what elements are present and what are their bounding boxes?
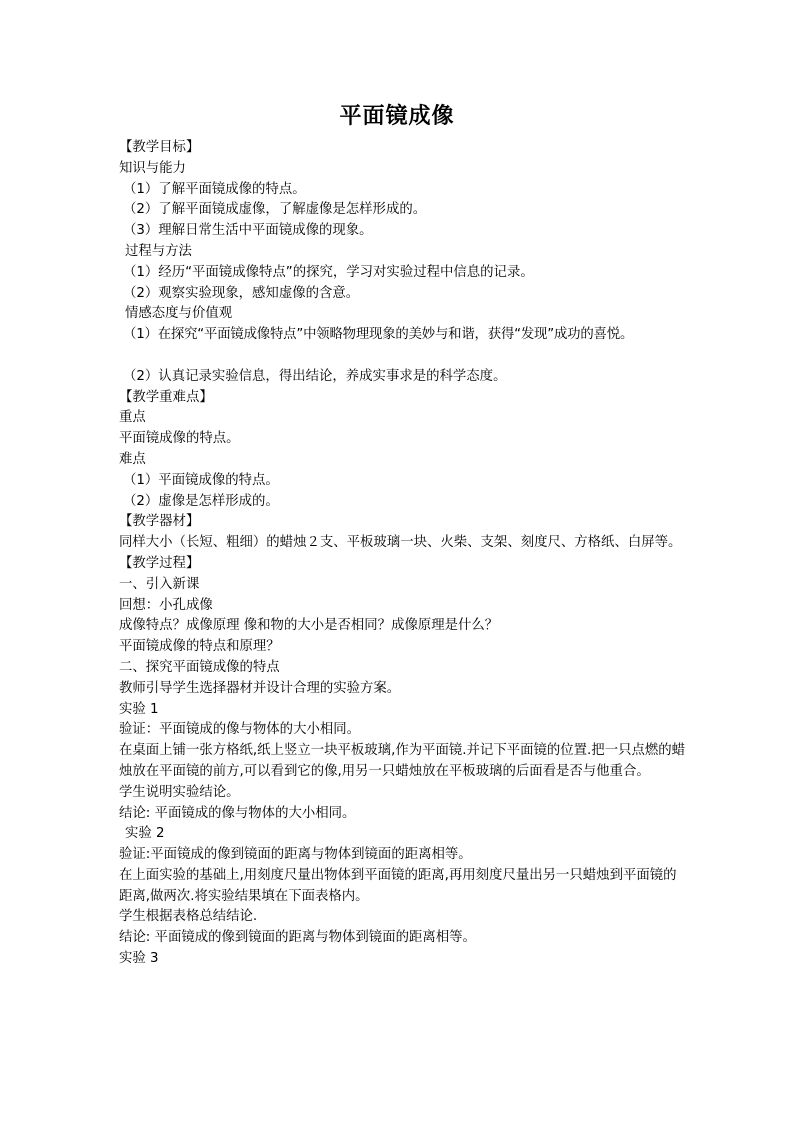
list-item: （1）经历“平面镜成像特点”的探究，学习对实验过程中信息的记录。 <box>123 264 534 280</box>
list-item: （3）理解日常生活中平面镜成像的现象。 <box>123 223 373 239</box>
document-title: 平面镜成像 <box>339 104 455 129</box>
list-item: （2）虚像是怎样形成的。 <box>123 493 279 509</box>
paragraph: 验证：平面镜成的像与物体的大小相同。 <box>119 722 361 738</box>
experiment-label: 实验 3 <box>119 951 159 967</box>
subheading-attitude: 情感态度与价值观 <box>125 306 233 322</box>
paragraph: 成像特点？成像原理 像和物的大小是否相同？成像原理是什么？ <box>119 618 499 634</box>
subheading-difficulty: 难点 <box>119 451 146 467</box>
subheading-process: 过程与方法 <box>125 243 192 259</box>
paragraph: 结论: 平面镜成的像到镜面的距离与物体到镜面的距离相等。 <box>119 930 476 946</box>
experiment-label: 实验 2 <box>125 826 165 842</box>
paragraph: 结论: 平面镜成的像与物体的大小相同。 <box>119 805 356 821</box>
section-heading-equipment: 【教学器材】 <box>119 514 200 530</box>
subheading-intro: 一、引入新课 <box>119 576 200 592</box>
list-item: （2）观察实验现象，感知虚像的含意。 <box>123 285 360 301</box>
subheading-key: 重点 <box>119 410 146 426</box>
paragraph: 回想：小孔成像 <box>119 597 213 613</box>
paragraph: 验证:平面镜成的像到镜面的距离与物体到镜面的距离相等。 <box>119 847 472 863</box>
list-item: （2）了解平面镜成虚像，了解虚像是怎样形成的。 <box>123 202 427 218</box>
paragraph: 在上面实验的基础上,用刻度尺量出物体到平面镜的距离,再用刻度尺量出另一只蜡烛到平面镜的距离,做两次.将实验结果填在下面表格内。 <box>119 867 677 904</box>
subheading-knowledge: 知识与能力 <box>119 160 186 176</box>
paragraph: 学生根据表格总结结论. <box>119 909 258 925</box>
blank-line <box>119 346 687 367</box>
paragraph: 平面镜成像的特点和原理？ <box>119 639 280 655</box>
document-body <box>119 138 687 970</box>
paragraph: 在桌面上铺一张方格纸,纸上竖立一块平板玻璃,作为平面镜.并记下平面镜的位置.把一只点燃的蜡烛放在平面镜的前方,可以看到它的像,用另一只蜡烛放在平板玻璃的后面看是否与他重合。 <box>119 743 686 779</box>
paragraph: 平面镜成像的特点。 <box>119 431 240 447</box>
list-item: （1）在探究“平面镜成像特点”中领略物理现象的美妙与和谐，获得“发现”成功的喜悦。 <box>123 327 634 343</box>
subheading-explore: 二、探究平面镜成像的特点 <box>119 659 280 675</box>
paragraph: 教师引导学生选择器材并设计合理的实验方案。 <box>119 680 401 696</box>
section-heading-process: 【教学过程】 <box>119 555 200 571</box>
section-heading-objectives: 【教学目标】 <box>119 140 200 155</box>
list-item: （2）认真记录实验信息，得出结论，养成实事求是的科学态度。 <box>123 368 507 384</box>
list-item: （1）了解平面镜成像的特点。 <box>123 181 306 197</box>
paragraph: 学生说明实验结论。 <box>119 784 240 800</box>
section-heading-key-points: 【教学重难点】 <box>119 389 213 405</box>
experiment-label: 实验 1 <box>119 701 159 717</box>
paragraph: 同样大小（长短、粗细）的蜡烛２支、平板玻璃一块、火柴、支架、刻度尺、方格纸、白屏等。 <box>119 535 682 551</box>
list-item: （1）平面镜成像的特点。 <box>123 472 279 488</box>
